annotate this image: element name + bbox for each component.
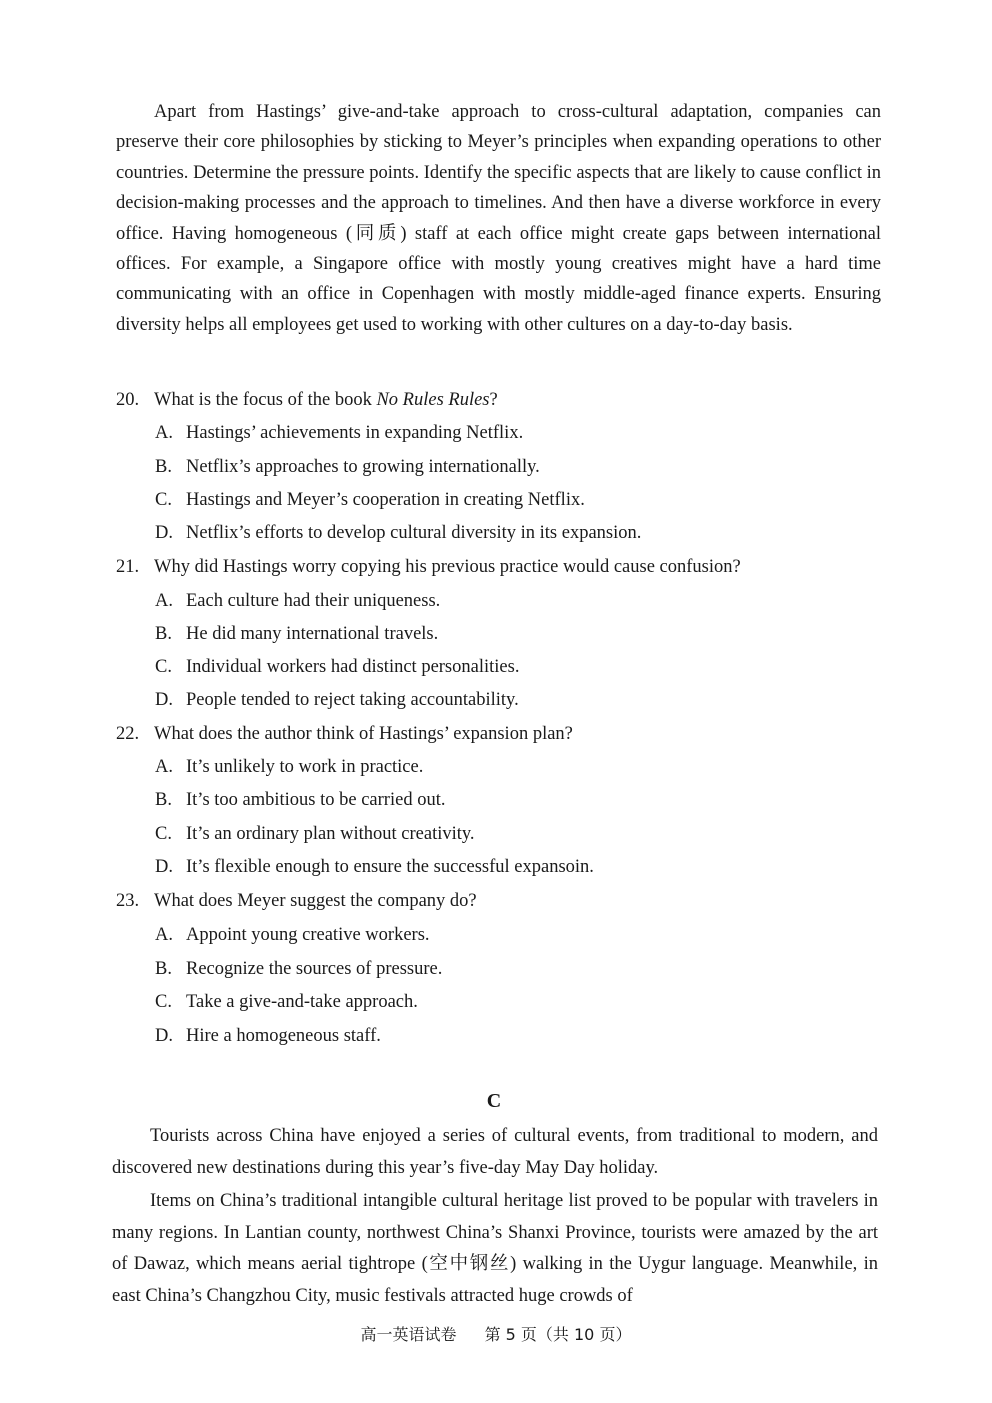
question-stem: What does Meyer suggest the company do?	[154, 891, 477, 911]
option-text: Hastings and Meyer’s cooperation in creating Netflix.	[186, 490, 585, 510]
passage-c-paragraph-1: Tourists across China have enjoyed a series of cultural events, from traditional to modern, and discovered new destinations during this year’s five-day May Day holiday.	[112, 1126, 878, 1178]
page-number: 第 5 页（共 10 页）	[484, 1325, 632, 1344]
section-heading-c: C	[486, 1090, 502, 1112]
question-23	[116, 889, 477, 913]
option-text: People tended to reject taking accountability.	[186, 690, 519, 710]
question-21-option-a	[155, 589, 440, 613]
option-letter: A.	[155, 925, 173, 945]
option-text: Hire a homogeneous staff.	[186, 1026, 381, 1046]
question-22	[116, 722, 573, 746]
option-text: Hastings’ achievements in expanding Netflix.	[186, 423, 524, 443]
question-23-option-c	[155, 990, 418, 1014]
option-text: It’s unlikely to work in practice.	[186, 757, 424, 777]
question-22-option-c	[155, 822, 475, 846]
question-stem: Why did Hastings worry copying his previous practice would cause confusion?	[154, 557, 741, 577]
question-number: 22.	[116, 724, 140, 744]
passage-b-final-paragraph: Apart from Hastings’ give-and-take approach to cross-cultural adaptation, companies can preserve their core philosophies by sticking to Meyer’s principles when expanding operations to other countries. Determine the pressure points. Identify the specific aspects that are likely to cause conflict in decision-making processes and the approach to timelines. And then have a diverse workforce in every office. Having homogeneous (同质) staff at each office might create gaps between international offices. For example, a Singapore office with mostly young creatives might have a hard time communicating with an office in Copenhagen with mostly middle-aged finance experts. Ensuring diversity helps all employees get used to working with other cultures on a day-to-day basis.	[116, 102, 881, 335]
option-letter: D.	[155, 523, 173, 543]
question-23-option-b	[155, 957, 442, 981]
question-20-option-d	[155, 521, 641, 545]
option-text: It’s too ambitious to be carried out.	[186, 790, 446, 810]
question-number: 21.	[116, 557, 140, 577]
question-number: 20.	[116, 390, 140, 410]
question-21	[116, 555, 741, 579]
option-letter: C.	[155, 992, 172, 1012]
option-text: It’s flexible enough to ensure the successful expansoin.	[186, 857, 594, 877]
book-title: No Rules Rules	[376, 390, 490, 410]
option-letter: B.	[155, 959, 172, 979]
option-letter: D.	[155, 1026, 173, 1046]
question-21-option-c	[155, 655, 519, 679]
option-letter: A.	[155, 423, 173, 443]
question-21-option-d	[155, 688, 519, 712]
question-22-option-a	[155, 755, 423, 779]
option-text: It’s an ordinary plan without creativity.	[186, 824, 475, 844]
question-20	[116, 388, 498, 412]
option-text: Take a give-and-take approach.	[186, 992, 418, 1012]
passage-c-paragraph-2: Items on China’s traditional intangible cultural heritage list proved to be popular with travelers in many regions. In Lantian county, northwest China’s Shanxi Province, tourists were amazed by the art of Dawaz, which means aerial tightrope (空中钢丝) walking in the Uygur language. Meanwhile, in east China’s Changzhou City, music festivals attracted huge crowds of	[112, 1191, 878, 1306]
question-20-option-c	[155, 488, 585, 512]
question-22-option-d	[155, 855, 594, 879]
page-footer	[0, 1324, 992, 1346]
option-letter: B.	[155, 790, 172, 810]
option-letter: B.	[155, 457, 172, 477]
option-text: He did many international travels.	[186, 624, 439, 644]
question-20-option-a	[155, 421, 523, 445]
question-number: 23.	[116, 891, 140, 911]
question-stem: What does the author think of Hastings’ expansion plan?	[154, 724, 573, 744]
option-text: Recognize the sources of pressure.	[186, 959, 443, 979]
question-21-option-b	[155, 622, 438, 646]
exam-title: 高一英语试卷	[360, 1325, 457, 1344]
option-letter: B.	[155, 624, 172, 644]
option-text: Appoint young creative workers.	[186, 925, 430, 945]
question-stem-start: What is the focus of the book	[154, 390, 377, 410]
question-23-option-d	[155, 1024, 381, 1048]
option-letter: C.	[155, 824, 172, 844]
question-23-option-a	[155, 923, 430, 947]
option-letter: D.	[155, 690, 173, 710]
option-letter: C.	[155, 657, 172, 677]
option-letter: C.	[155, 490, 172, 510]
option-text: Individual workers had distinct personalities.	[186, 657, 520, 677]
option-letter: D.	[155, 857, 173, 877]
option-text: Netflix’s approaches to growing internationally.	[186, 457, 540, 477]
option-text: Netflix’s efforts to develop cultural diversity in its expansion.	[186, 523, 642, 543]
option-text: Each culture had their uniqueness.	[186, 591, 441, 611]
question-22-option-b	[155, 788, 445, 812]
question-stem-end: ?	[489, 390, 498, 410]
option-letter: A.	[155, 591, 173, 611]
option-letter: A.	[155, 757, 173, 777]
question-20-option-b	[155, 455, 540, 479]
